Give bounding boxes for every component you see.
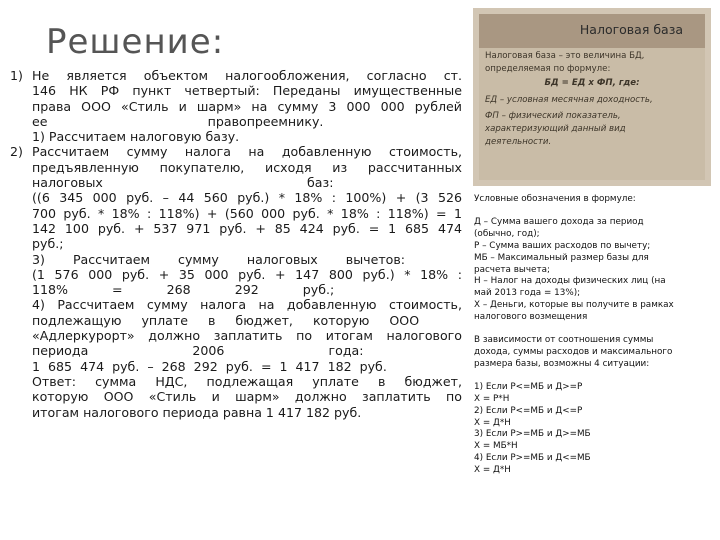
tax-base-header [479, 14, 705, 48]
text-line: руб.; [32, 236, 64, 252]
definition-line: определяемая по формуле: [485, 63, 611, 74]
definition-line: ФП – физический показатель, [485, 111, 621, 122]
item-number: 2) [10, 144, 23, 160]
legend-line: размера базы, возможны 4 ситуации: [474, 358, 650, 369]
legend-line: МБ – Максимальный размер базы для [474, 252, 649, 263]
text-line: итогам налогового периода равна 1 417 182 руб. [32, 404, 362, 420]
definition-line: ЕД – условная месячная доходность, [485, 94, 653, 105]
case-line: 3) Если Р>=МБ и Д>=МБ [474, 429, 591, 440]
case-line: Х = Р*Н [474, 393, 510, 404]
text-line: 3) Рассчитаем сумму налоговых вычетов: [32, 251, 406, 267]
item-number: 1) [10, 68, 23, 83]
solution-item-1 [10, 68, 462, 144]
text-line: 118% = 268 292 руб.; [32, 282, 335, 298]
text-line: Рассчитаем сумму налога на добавленную стоимость, [32, 144, 462, 160]
case-line: 1) Если Р<=МБ и Д>=Р [474, 381, 583, 392]
tax-base-header-title: Налоговая база [579, 22, 683, 37]
legend-title: Условные обозначения в формуле: [474, 194, 636, 204]
case-line: 4) Если Р>=МБ и Д<=МБ [474, 453, 591, 464]
text-line: Не является объектом налогообложения, согласно ст. [32, 68, 462, 83]
text-line: периода 2006 года: [32, 343, 364, 359]
text-line: 1) Рассчитаем налоговую базу. [32, 129, 240, 145]
case-line: 2) Если Р<=МБ и Д<=Р [474, 405, 583, 416]
text-line: права ООО «Стиль и шарм» на сумму 3 000 000 рублей [32, 98, 462, 114]
solution-text [10, 68, 462, 420]
definition-line: деятельности. [485, 136, 552, 147]
text-line: 146 НК РФ пункт четвертый: Переданы имущественные [32, 83, 462, 99]
legend-line: дохода, суммы расходов и максимального [474, 346, 673, 357]
legend-line: май 2013 года = 13%); [474, 288, 581, 299]
text-line: которую ООО «Стиль и шарм» должно заплатить по [32, 389, 462, 405]
tax-base-image [473, 8, 711, 186]
text-line: ((6 345 000 руб. – 44 560 руб.) * 18% : 100%) + (3 526 [32, 190, 462, 206]
case-line: Х = Д*Н [474, 417, 511, 428]
definition-line: характеризующий данный вид [485, 123, 626, 134]
tax-base-definition [485, 50, 699, 148]
legend-line: налогового возмещения [474, 312, 588, 323]
case-line: Х = МБ*Н [474, 441, 518, 452]
text-line: 700 руб. * 18% : 118%) + (560 000 руб. * 18% : 118%) = 1 [32, 205, 462, 221]
text-line: подлежащую уплате в бюджет, которую ООО [32, 312, 420, 328]
text-line: ее правопреемнику. [32, 113, 324, 129]
legend-line: Д – Сумма вашего дохода за период [474, 216, 644, 227]
legend-line: Х – Деньги, которые вы получите в рамках [474, 300, 674, 311]
text-line: 142 100 руб. + 537 971 руб. + 85 424 руб. = 1 685 474 [32, 220, 462, 236]
text-line: «Адлеркурорт» должно заплатить по итогам налогового [32, 328, 462, 344]
legend-line: Н – Налог на доходы физических лиц (на [474, 276, 666, 287]
legend-line: (обычно, год); [474, 228, 540, 239]
legend-line: Р – Сумма ваших расходов по вычету; [474, 240, 651, 251]
case-line: Х = Д*Н [474, 465, 511, 476]
text-line: налоговых баз: [32, 175, 334, 191]
text-line: (1 576 000 руб. + 35 000 руб. + 147 800 руб.) * 18% : [32, 266, 462, 282]
solution-item-2 [10, 144, 462, 419]
text-line: 4) Рассчитаем сумму налога на добавленную стоимость, [32, 297, 462, 313]
text-line: предъявленную покупателю, исходя из рассчитанных [32, 159, 462, 175]
formula-legend [474, 194, 714, 477]
tax-base-formula: БД = ЕД х ФП, где: [544, 78, 640, 89]
text-line: 1 685 474 руб. – 268 292 руб. = 1 417 182 руб. [32, 358, 387, 374]
legend-line: расчета вычета; [474, 264, 550, 275]
text-line: Ответ: сумма НДС, подлежащая уплате в бюджет, [32, 373, 462, 389]
legend-line: В зависимости от соотношения суммы [474, 335, 654, 346]
slide-title: Решение: [46, 22, 225, 62]
definition-line: Налоговая база – это величина БД, [485, 51, 645, 61]
